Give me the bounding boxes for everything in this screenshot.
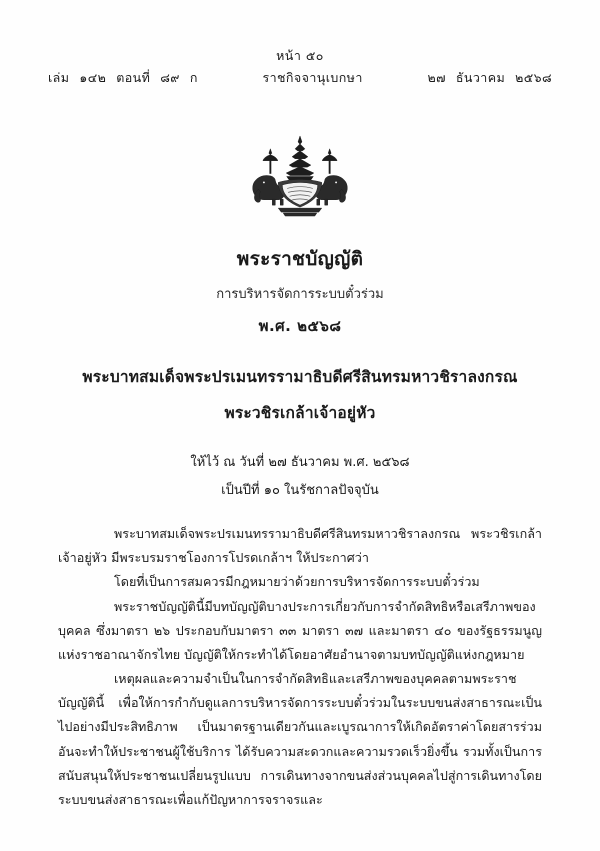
document-year: พ.ศ. ๒๕๖๘	[258, 317, 342, 335]
masthead-row	[48, 68, 552, 88]
royal-name-line-1: พระบาทสมเด็จพระปรเมนทรรามาธิบดีศรีสินทรมหาวชิราลงกรณ	[82, 368, 518, 386]
body-text	[58, 522, 542, 812]
page-number-label: หน้า ๕๐	[276, 48, 324, 63]
volume-value: ๑๔๒	[79, 70, 107, 85]
publication-year: ๒๕๖๘	[515, 70, 552, 85]
masthead-left	[48, 68, 198, 88]
garuda-royal-emblem-icon	[235, 134, 365, 218]
document-title-block	[0, 244, 600, 338]
royal-name-block	[0, 364, 600, 425]
paragraph: โดยที่เป็นการสมควรมีกฎหมายว่าด้วยการบริหารจัดการระบบตั๋วร่วม	[114, 574, 480, 590]
document-kind: พระราชบัญญัติ	[236, 248, 364, 270]
paragraph: เหตุผลและความจำเป็นในการจำกัดสิทธิและเสรีภาพของบุคคลตามพระราชบัญญัตินี้ เพื่อให้การกำกับดูแลการบริหารจัดการระบบตั๋วร่วมในระบบขนส่งสาธารณะเป็นไปอย่างมีประสิทธิภาพ เป็นมาตรฐานเดียวกันและเบูรณาการให้เกิดอัตราค่าโดยสารร่วม อันจะทำให้ประชาชนผู้ใช้บริการ ได้รับความสะดวกและความรวดเร็วยิ่งขึ้น รวมทั้งเป็นการสนับสนุนให้ประชาชนเปลี่ยนรูปแบบ การเดินทางจากขนส่งส่วนบุคคลไปสู่การเดินทางโดยระบบขนส่งสาธารณะเพื่อแก้ปัญหาการจราจรและ	[58, 671, 542, 807]
part-value: ก	[189, 70, 198, 85]
given-date-line: ให้ไว้ ณ วันที่ ๒๗ ธันวาคม พ.ศ. ๒๕๖๘	[190, 455, 410, 470]
gazette-name: ราชกิจจานุเบกษา	[262, 70, 363, 85]
given-date-block	[0, 451, 600, 500]
section-label: ตอนที่	[116, 70, 151, 85]
masthead	[0, 0, 600, 88]
royal-name-line-2: พระวชิรเกล้าเจ้าอยู่หัว	[224, 404, 376, 422]
publication-day: ๒๗	[427, 70, 446, 85]
section-value: ๘๙	[160, 70, 180, 85]
paragraph: พระบาทสมเด็จพระปรเมนทรรามาธิบดีศรีสินทรมหาวชิราลงกรณ พระวชิรเกล้าเจ้าอยู่หัว มีพระบรมราชโองการโปรดเกล้าฯ ให้ประกาศว่า	[58, 526, 542, 566]
masthead-right	[427, 68, 552, 88]
document-subject: การบริหารจัดการระบบตั๋วร่วม	[216, 287, 384, 302]
reign-year-line: เป็นปีที่ ๑๐ ในรัชกาลปัจจุบัน	[221, 483, 379, 498]
publication-month: ธันวาคม	[455, 70, 506, 85]
emblem-container	[0, 134, 600, 218]
volume-label: เล่ม	[48, 70, 70, 85]
paragraph: พระราชบัญญัตินี้มีบทบัญญัติบางประการเกี่ยวกับการจำกัดสิทธิหรือเสรีภาพของบุคคล ซึ่งมาตรา ๒๖ ประกอบกับมาตรา ๓๓ มาตรา ๓๗ และมาตรา ๔๐ ของรัฐธรรมนูญแห่งราชอาณาจักรไทย บัญญัติให้กระทำได้โดยอาศัยอำนาจตามบทบัญญัติแห่งกฎหมาย	[58, 598, 542, 662]
